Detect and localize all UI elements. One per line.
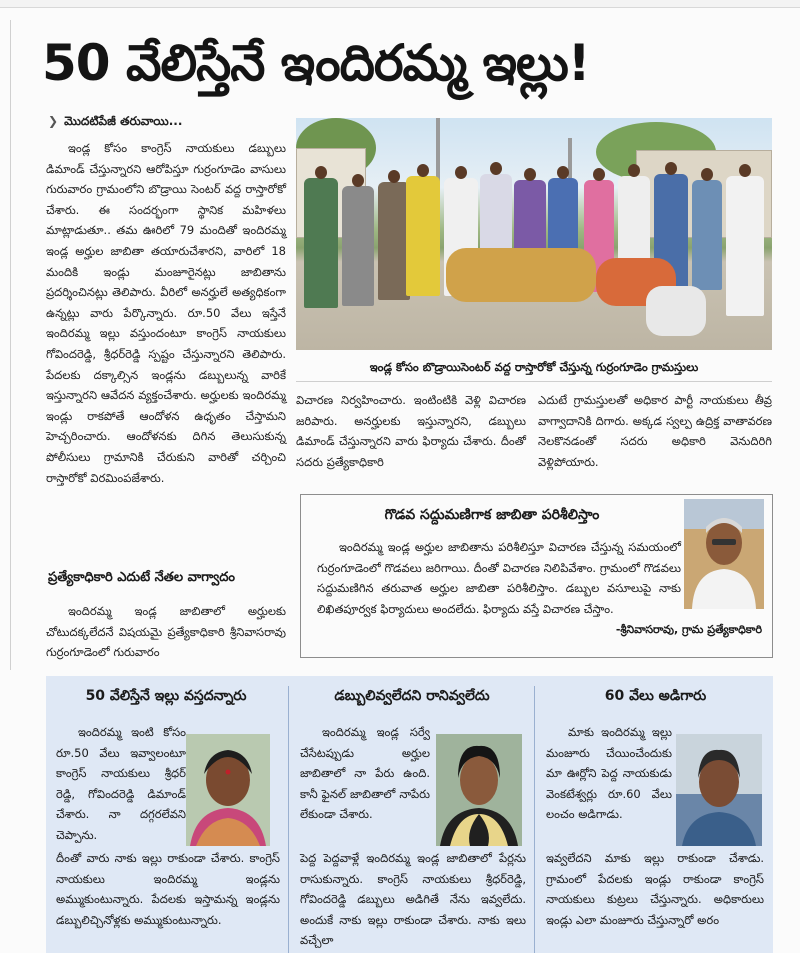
- testimonial-2-text-a: [300, 722, 430, 825]
- article-column-1: [46, 138, 286, 488]
- article-paragraph: విచారణ నిర్వహించారు. ఇంటింటికి వెళ్లి విచారణ జరిపారు. అనర్హులకు ఇస్తున్నారని, డబ్బులు డిమాండ్ చేస్తున్నారని వారు ఫిర్యాదు చేశారు. దీంతో సదరు ప్రత్యేకాధికారి: [296, 393, 526, 469]
- official-quote-box: [300, 494, 773, 658]
- kicker-text: మొదటిపేజీ తరువాయి...: [64, 114, 183, 128]
- testimonial-paragraph: ఇందిరమ్మ ఇండ్ల సర్వే చేసేటప్పుడు అర్హుల జాబితాలో నా పేరు ఉంది. కానీ ఫైనల్ జాబితాలో నాపేరు లేకుండా చేశారు.: [300, 725, 430, 822]
- article-column-3: [538, 390, 772, 472]
- testimonials-panel: [46, 676, 773, 953]
- testimonial-3-text-b: [546, 848, 764, 930]
- chevron-right-icon: ❯: [48, 114, 59, 128]
- testimonial-1-text-b: [56, 848, 280, 930]
- testimonial-paragraph: మాకు ఇందిరమ్మ ఇల్లు మంజూరు చేయించేందుకు మా ఊర్లోని పెద్ద నాయకుడు వెంకటేశ్వర్లు రూ.60 వేలు లంచం అడిగాడు.: [546, 725, 672, 822]
- article-paragraph: ఎదుటే గ్రామస్తులతో అధికార పార్టీ నాయకులు తీవ్ర వాగ్వాదానికి దిగారు. అక్కడ స్వల్ప ఉద్రిక్త వాతావరణ నెలకొనడంతో సదరు అధికారి వెనుదిరిగి వెళ్లిపోయారు.: [538, 393, 772, 469]
- testimonial-paragraph: ఇందిరమ్మ ఇంటి కోసం రూ.50 వేలు ఇవ్వాలంటూ కాంగ్రెస్ నాయకులు శ్రీధర్ రెడ్డి, గోవిందరెడ్డి డిమాండ్ చేశారు. నా దగ్గరలేవని చెప్పాను.: [56, 725, 186, 842]
- quote-box-text: [317, 537, 681, 619]
- quote-paragraph: ఇందిరమ్మ ఇండ్ల అర్హుల జాబితాను పరిశీలిస్తూ విచారణ చేస్తున్న సమయంలో గుర్రంగూడెంలో గొడవలు జరిగాయి. దీంతో విచారణ నిలిపివేశాం. గ్రామంలో గొడవలు సద్దుమణిగిన తరువాత అర్హుల జాబితా పరిశీలిస్తాం. డబ్బుల వసూలుపై నాకు లిఖితపూర్వక ఫిర్యాదులు అందలేదు. ఫిర్యాదు వస్తే విచారణ చేస్తాం.: [317, 540, 681, 616]
- article-paragraph: ఇండ్ల కోసం కాంగ్రెస్ నాయకులు డబ్బులు డిమాండ్ చేస్తున్నారని ఆరోపిస్తూ గుర్రంగూడెం వాసులు గురువారం గ్రామంలోని బొడ్రాయి సెంటర్ వద్ద రాస్తారోకో చేశారు. ఈ సందర్భంగా స్థానిక మహిళలు మాట్లాడుతూ.. తమ ఊరిలో 79 మందితో ఇందిరమ్మ ఇండ్ల అర్హుల జాబితా తయారుచేశారని, వారిలో 18 మందికి ఇండ్లు మంజూరైనట్లు జాబితాను ప్రదర్శించినట్లు తెలిపారు. వీరిలో అనర్హులే అత్యధికంగా ఉన్నట్లు వారు పేర్కొన్నారు. రూ.50 వేలు ఇస్తేనే ఇందిరమ్మ ఇల్లు వస్తుందంటూ కాంగ్రెస్ నాయకులు గోవిందరెడ్డి, శ్రీధర్‌రెడ్డి స్పష్టం చేస్తున్నారని తెలిపారు. పేదలకు దక్కాల్సిన ఇండ్లను డబ్బులున్న వారికే ఇస్తున్నారని ఆవేదన వ్యక్తంచేశారు. అర్హులకు ఇందిరమ్మ ఇండ్లు రాకపోతే ఆందోళన ఉధృతం చేస్తామని హెచ్చరించారు. ఆందోళనకు దిగిన తెలుసుకున్న పోలీసులు గ్రామానికి చేరుకుని వారితో చర్చించి రాస్తారోకో విరమింపజేశారు.: [46, 141, 286, 485]
- testimonial-3-portrait: [676, 734, 762, 846]
- photo-caption: ఇండ్ల కోసం బొడ్రాయిసెంటర్ వద్ద రాస్తారోకో చేస్తున్న గుర్రంగూడెం గ్రామస్తులు: [296, 352, 772, 382]
- testimonial-2-text-b: [300, 848, 526, 951]
- testimonial-2-portrait: [436, 734, 522, 846]
- column-rule: [10, 20, 11, 670]
- article-column-1-continued: [46, 601, 286, 663]
- testimonial-1-portrait: [186, 734, 270, 846]
- testimonial-2-title: డబ్బులివ్వలేదని రానివ్వలేదు: [334, 688, 490, 704]
- girl-portrait-image: [436, 734, 522, 846]
- testimonial-1-title: 50 వేలిస్తేనే ఇల్లు వస్తదన్నారు: [85, 688, 247, 704]
- news-photo-protest: [296, 118, 772, 350]
- article-column-2: [296, 390, 526, 472]
- continuation-kicker: [48, 114, 182, 131]
- page-top-strip: [0, 0, 800, 8]
- elderly-woman-portrait-image: [676, 734, 762, 846]
- quote-box-title: గొడవ సద్దుమణిగాక జాబితా పరిశీలిస్తాం: [384, 507, 600, 523]
- testimonial-divider: [288, 686, 289, 953]
- article-paragraph: ఇందిరమ్మ ఇండ్ల జాబితాలో అర్హులకు చోటుదక్కలేదనే విషయమై ప్రత్యేకాధికారి శ్రీనివాసరావు గుర్రంగూడెంలో గురువారం: [46, 604, 286, 660]
- page-headline: 50 వేలిస్తేనే ఇందిరమ్మ ఇల్లు!: [42, 34, 590, 92]
- woman-portrait-image: [186, 734, 270, 846]
- testimonial-paragraph: దీంతో వారు నాకు ఇల్లు రాకుండా చేశారు. కాంగ్రెస్ నాయకులు ఇందిరమ్మ ఇండ్లను అమ్ముకుంటున్నారు. పేదలకు ఇస్తామన్న ఇండ్లను డబ్బులిచ్చినోళ్లకు అమ్ముకుంటున్నారు.: [56, 851, 280, 927]
- testimonial-3-text-a: [546, 722, 672, 825]
- testimonial-paragraph: పెద్ద పెద్దవాళ్లే ఇందిరమ్మ ఇండ్ల జాబితాలో పేర్లను రాసుకున్నారు. కాంగ్రెస్ నాయకులు శ్రీధర్‌రెడ్డి, గోవిందరెడ్డి డబ్బులు అడిగితే నేను ఇవ్వలేదు. అందుకే నాకు ఇల్లు రాకుండా చేశారు. నాకు ఇలు వచ్చేలా: [300, 851, 526, 948]
- testimonial-paragraph: ఇవ్వలేదని మాకు ఇల్లు రాకుండా చేశాడు. గ్రామంలో పేదలకు ఇండ్లు రాకుండా కాంగ్రెస్ నాయకులు కుట్రలు చేస్తున్నారు. అధికారులు ఇండ్లు ఎలా మంజూరు చేస్తున్నారో అరం: [546, 851, 764, 927]
- subheading-officer: ప్రత్యేకాధికారి ఎదుటే నేతల వాగ్వాదం: [48, 570, 235, 585]
- quote-signature: -శ్రీనివాసరావు, గ్రామ ప్రత్యేకాధికారి: [615, 623, 762, 636]
- official-portrait: [684, 499, 764, 609]
- official-portrait-image: [684, 499, 764, 609]
- testimonial-1-text-a: [56, 722, 186, 846]
- testimonial-3-title: 60 వేలు అడిగారు: [604, 688, 707, 704]
- testimonial-divider: [534, 686, 535, 953]
